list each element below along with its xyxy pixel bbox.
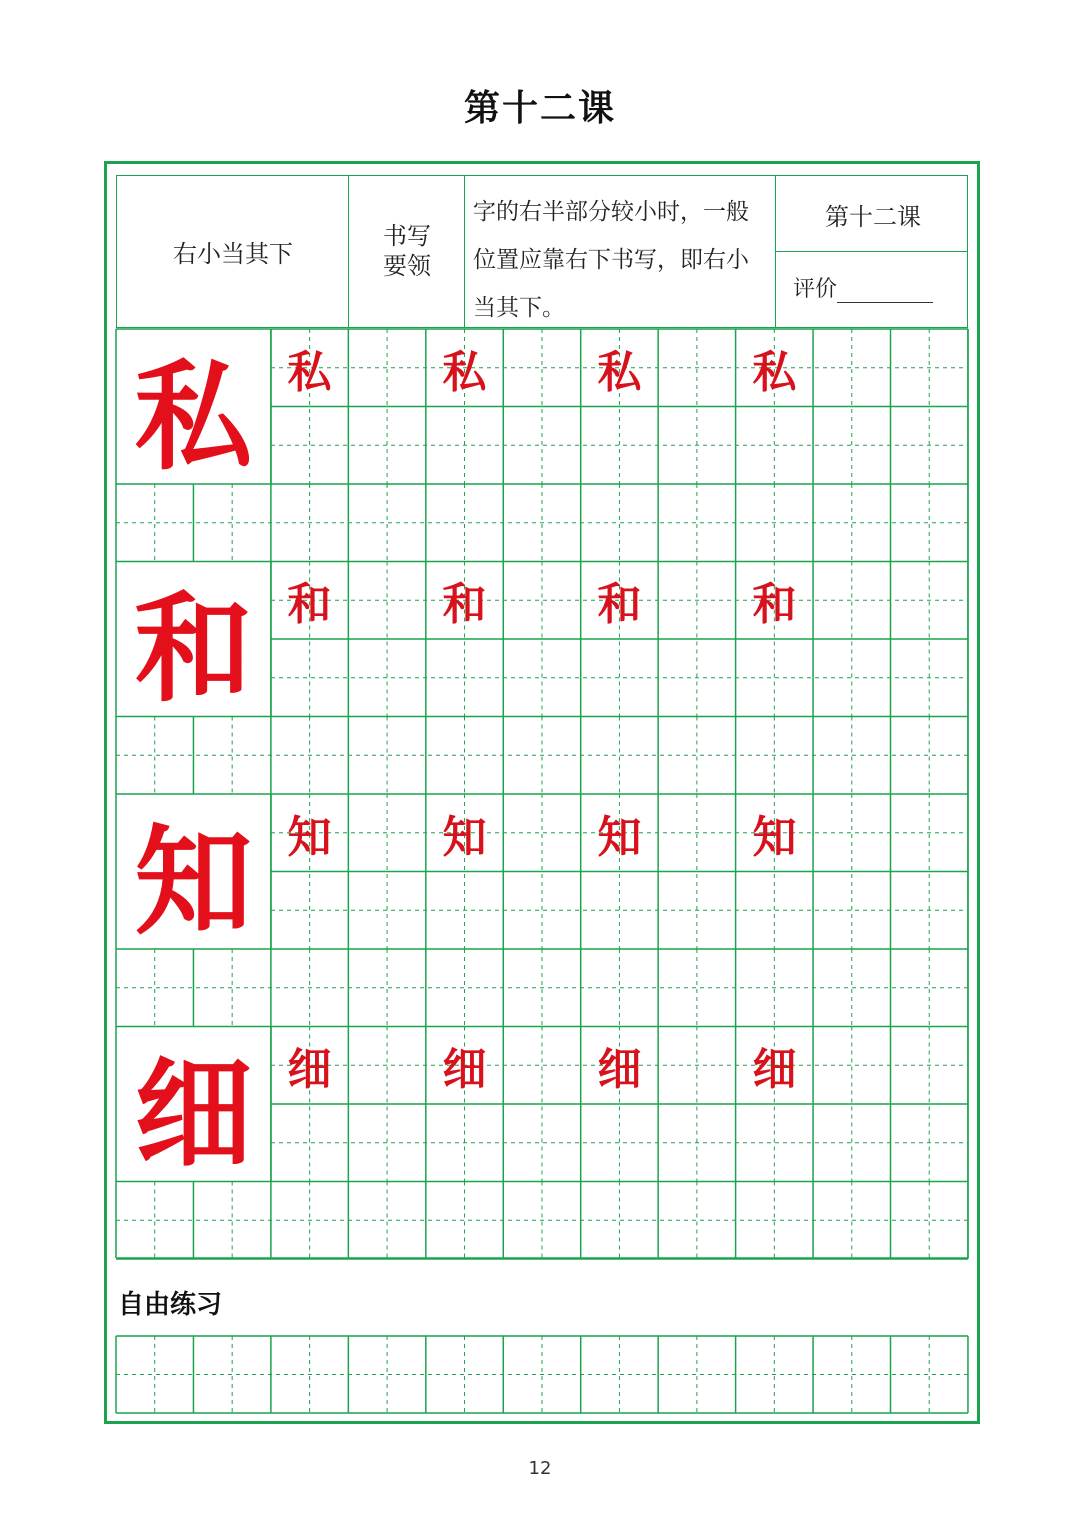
trace-character: 私 (442, 346, 487, 398)
model-character: 知 (134, 811, 253, 951)
writing-tips-label-line2: 要领 (383, 252, 431, 280)
model-character: 私 (134, 346, 253, 486)
trace-character: 知 (442, 811, 487, 863)
trace-character: 细 (442, 1043, 487, 1095)
trace-character: 和 (752, 578, 797, 630)
model-character: 细 (134, 1043, 253, 1183)
trace-character: 和 (442, 578, 487, 630)
evaluation-label: 评价 (793, 277, 838, 302)
trace-character: 知 (597, 811, 642, 863)
trace-character: 知 (752, 811, 797, 863)
trace-character: 细 (287, 1043, 332, 1095)
trace-character: 和 (287, 578, 332, 630)
writing-tips-label-line1: 书写 (383, 222, 431, 250)
trace-character: 知 (287, 811, 332, 863)
page-title: 第十二课 (463, 88, 616, 129)
page-number: 12 (528, 1458, 552, 1479)
lesson-number: 第十二课 (825, 202, 921, 231)
trace-character: 私 (287, 346, 332, 398)
trace-character: 细 (752, 1043, 797, 1095)
trace-character: 细 (597, 1043, 642, 1095)
model-character: 和 (134, 578, 253, 718)
writing-tips-description: 字的右半部分较小时，一般位置应靠右下书写，即右小当其下。 (473, 199, 749, 321)
trace-character: 私 (597, 346, 642, 398)
trace-character: 和 (597, 578, 642, 630)
free-practice-heading: 自由练习 (118, 1290, 223, 1320)
trace-character: 私 (752, 346, 797, 398)
writing-topic: 右小当其下 (173, 239, 293, 268)
